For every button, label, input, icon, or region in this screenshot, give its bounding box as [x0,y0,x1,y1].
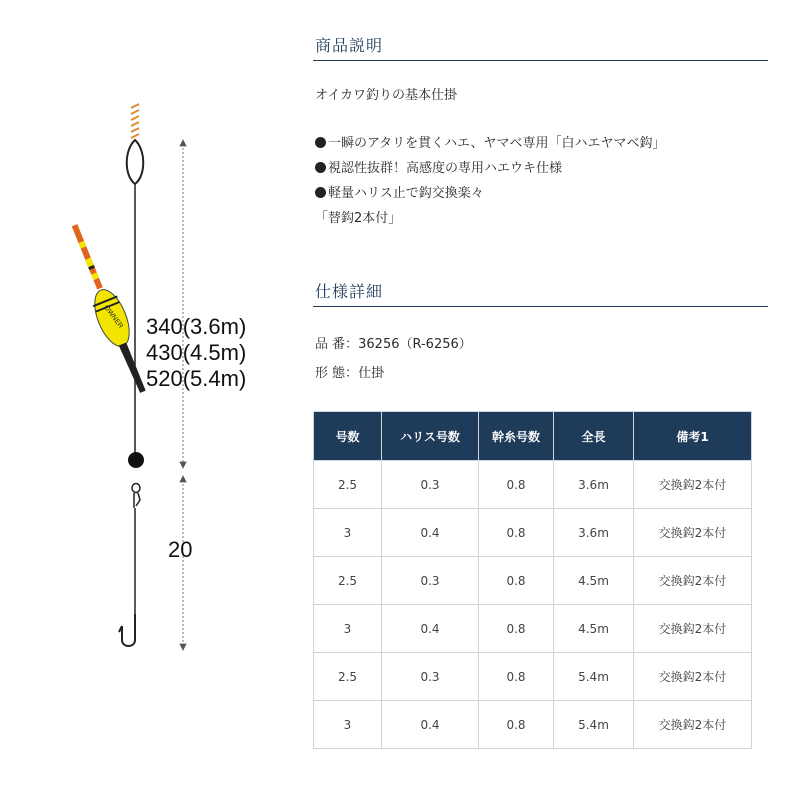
table-row [314,605,752,653]
table-cell: 2.5 [314,653,382,701]
table-cell: 3 [314,701,382,749]
feature-text: 一瞬のアタリを貫くハエ、ヤマベ専用「白ハエヤマベ鈎」 [328,136,666,151]
table-cell: 0.8 [479,509,554,557]
table-cell: 0.8 [479,461,554,509]
table-row [314,701,752,749]
table-cell: 4.5m [554,605,634,653]
table-header-row [314,412,752,461]
table-cell: 5.4m [554,653,634,701]
header-cell: 全長 [554,412,634,461]
table-cell: 0.4 [382,509,479,557]
table-row [314,509,752,557]
header-cell: 備考1 [634,412,752,461]
table-cell: 0.3 [382,461,479,509]
feature-note: 「替鈎2本付」 [315,211,402,226]
table-cell: 交換鈎2本付 [634,557,752,605]
table-cell: 0.8 [479,557,554,605]
line-connector-icon [131,102,139,138]
rig-illustration [0,0,300,800]
product-content [313,0,768,800]
length-label-54: 520(5.4m) [146,366,247,391]
feature-text: 軽量ハリス止で鈎交換楽々 [328,186,484,201]
float-brand-text: OWNER [102,304,125,330]
hook-icon [122,614,135,646]
list-item [315,181,665,206]
length-label-36: 340(3.6m) [146,314,247,339]
swivel-icon [132,484,140,509]
list-item [315,206,665,231]
feature-text: 視認性抜群！高感度の専用ハエウキ仕様 [328,161,563,176]
part-number: 品 番：36256（R-6256） [315,337,472,352]
product-form: 形 態：仕掛 [315,366,385,381]
table-cell: 交換鈎2本付 [634,509,752,557]
table-row [314,653,752,701]
header-cell: ハリス号数 [382,412,479,461]
table-cell: 4.5m [554,557,634,605]
line-loop-icon [127,140,144,184]
list-item [315,131,665,156]
table-cell: 交換鈎2本付 [634,461,752,509]
description-heading: 商品説明 [313,33,768,61]
table-cell: 交換鈎2本付 [634,605,752,653]
feature-list [315,131,665,231]
table-cell: 交換鈎2本付 [634,653,752,701]
specs-heading: 仕様詳細 [313,279,768,307]
table-cell: 0.8 [479,701,554,749]
length-label-45: 430(4.5m) [146,340,247,365]
table-cell: 3 [314,605,382,653]
table-cell: 0.8 [479,653,554,701]
float-icon [62,220,155,397]
table-cell: 5.4m [554,701,634,749]
table-cell: 2.5 [314,557,382,605]
table-cell: 3 [314,509,382,557]
table-cell: 2.5 [314,461,382,509]
rig-diagram [0,0,300,800]
lower-length-arrow [180,476,186,650]
table-cell: 0.4 [382,701,479,749]
list-item [315,156,665,181]
table-row [314,461,752,509]
table-cell: 0.3 [382,557,479,605]
spec-table [313,411,752,749]
table-cell: 0.3 [382,653,479,701]
upper-length-arrow [180,140,186,468]
header-cell: 幹糸号数 [479,412,554,461]
lower-length-label: 20 [168,537,193,562]
bullet-icon [315,137,326,148]
table-cell: 3.6m [554,509,634,557]
table-cell: 交換鈎2本付 [634,701,752,749]
table-row [314,557,752,605]
header-cell: 号数 [314,412,382,461]
table-cell: 0.8 [479,605,554,653]
table-cell: 3.6m [554,461,634,509]
bullet-icon [315,187,326,198]
bullet-icon [315,162,326,173]
table-cell: 0.4 [382,605,479,653]
sinker-icon [128,452,144,468]
description-intro: オイカワ釣りの基本仕掛 [315,88,457,103]
